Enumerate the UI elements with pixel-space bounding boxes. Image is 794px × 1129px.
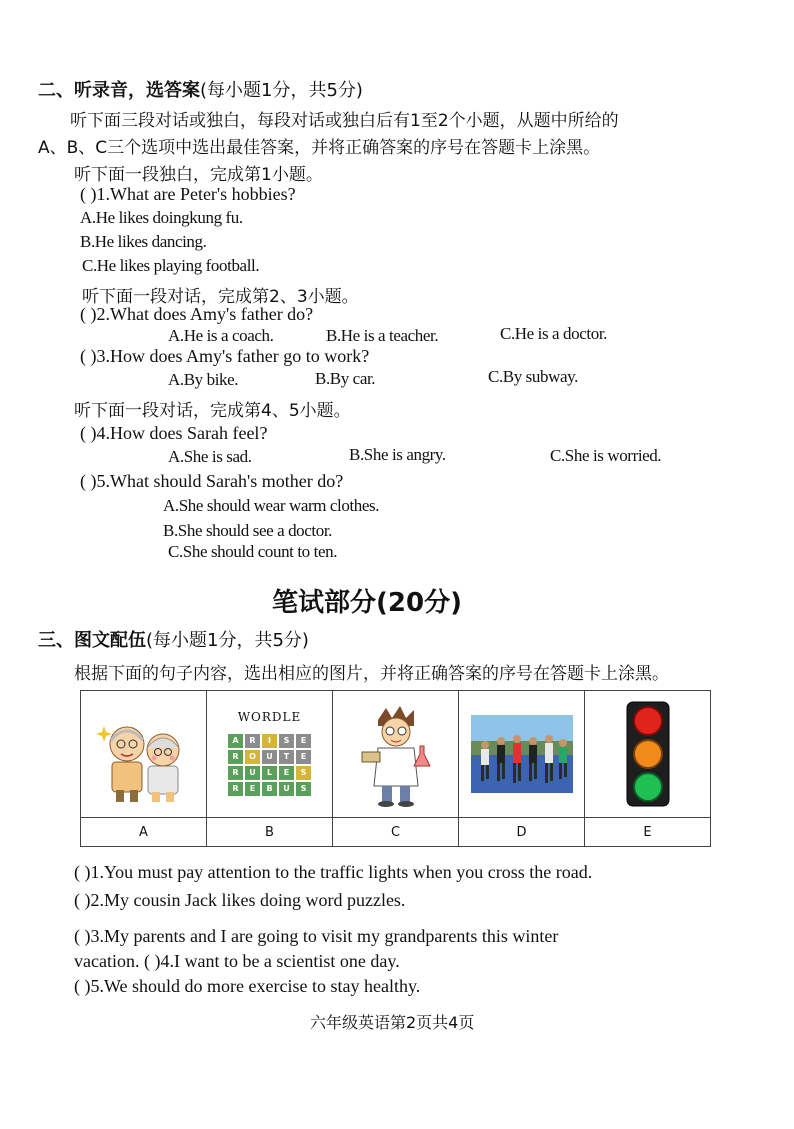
sentence-2: ( )2.My cousin Jack likes doing word puzzles. xyxy=(74,890,406,910)
wordle-tile: E xyxy=(245,782,260,796)
q5-option-c: C.She should count to ten. xyxy=(168,542,338,561)
question-3: ( )3.How does Amy's father go to work? xyxy=(80,346,370,366)
picture-table xyxy=(80,690,711,847)
wordle-tile: R xyxy=(228,766,243,780)
wordle-tile: B xyxy=(262,782,277,796)
scientist-picture xyxy=(356,700,436,808)
part1-instruction: 听下面一段独白，完成第1小题。 xyxy=(74,165,323,185)
label-e: E xyxy=(585,818,711,847)
question-1: ( )1.What are Peter's hobbies? xyxy=(80,184,296,204)
runners-photo xyxy=(471,715,573,793)
wordle-tile: L xyxy=(262,766,277,780)
label-c: C xyxy=(333,818,459,847)
wordle-row xyxy=(228,734,311,748)
wordle-tile: E xyxy=(296,734,311,748)
label-a: A xyxy=(81,818,207,847)
q1-option-a: A.He likes doingkung fu. xyxy=(80,208,243,227)
q4-option-c: C.She is worried. xyxy=(550,446,662,465)
wordle-title: WORDLE xyxy=(237,710,302,724)
q1-option-b: B.He likes dancing. xyxy=(80,232,207,251)
wordle-row xyxy=(228,782,311,796)
wordle-tile: U xyxy=(279,782,294,796)
q2-option-b: B.He is a teacher. xyxy=(326,326,439,345)
wordle-tile: R xyxy=(228,750,243,764)
q3-option-b: B.By car. xyxy=(315,369,376,388)
written-part-title: 笔试部分(20分) xyxy=(272,588,462,618)
wordle-grid xyxy=(228,734,311,798)
wordle-tile: I xyxy=(262,734,277,748)
q2-option-c: C.He is a doctor. xyxy=(500,324,607,343)
sparkle-icon xyxy=(96,726,112,742)
section2-heading: 二、听录音，选答案(每小题1分，共5分) xyxy=(38,80,363,101)
wordle-tile: S xyxy=(296,782,311,796)
q5-option-b: B.She should see a doctor. xyxy=(163,521,333,540)
q5-option-a: A.She should wear warm clothes. xyxy=(163,496,380,515)
grandparents-picture xyxy=(94,704,194,804)
wordle-tile: E xyxy=(296,750,311,764)
question-5: ( )5.What should Sarah's mother do? xyxy=(80,471,344,491)
wordle-tile: S xyxy=(279,734,294,748)
sentence-1: ( )1.You must pay attention to the traffic lights when you cross the road. xyxy=(74,862,593,882)
traffic-light-picture xyxy=(625,700,671,808)
sentence-3-continued-and-4: vacation. ( )4.I want to be a scientist one day. xyxy=(74,951,400,971)
wordle-tile: R xyxy=(228,782,243,796)
page-footer: 六年级英语第2页共4页 xyxy=(310,1013,475,1032)
wordle-row xyxy=(228,766,311,780)
question-2: ( )2.What does Amy's father do? xyxy=(80,304,314,324)
picture-cell-d xyxy=(459,691,585,818)
wordle-tile: O xyxy=(245,750,260,764)
label-d: D xyxy=(459,818,585,847)
picture-cell-b xyxy=(207,691,333,818)
label-b: B xyxy=(207,818,333,847)
wordle-tile: E xyxy=(279,766,294,780)
q2-option-a: A.He is a coach. xyxy=(168,326,274,345)
section2-instruction-1: 听下面三段对话或独白，每段对话或独白后有1至2个小题，从题中所给的 xyxy=(70,111,619,131)
question-4: ( )4.How does Sarah feel? xyxy=(80,423,268,443)
q3-option-a: A.By bike. xyxy=(168,370,239,389)
part2-instruction: 听下面一段对话，完成第2、3小题。 xyxy=(82,287,359,307)
q1-option-c: C.He likes playing football. xyxy=(82,256,260,275)
wordle-tile: U xyxy=(245,766,260,780)
part3-instruction: 听下面一段对话，完成第4、5小题。 xyxy=(74,401,351,421)
picture-cell-a xyxy=(81,691,207,818)
sentence-5: ( )5.We should do more exercise to stay healthy. xyxy=(74,976,421,996)
wordle-tile: R xyxy=(245,734,260,748)
wordle-tile: S xyxy=(296,766,311,780)
wordle-row xyxy=(228,750,311,764)
wordle-tile: T xyxy=(279,750,294,764)
section3-instruction: 根据下面的句子内容，选出相应的图片，并将正确答案的序号在答题卡上涂黑。 xyxy=(74,664,669,684)
wordle-tile: A xyxy=(228,734,243,748)
picture-cell-e xyxy=(585,691,711,818)
section2-instruction-2: A、B、C三个选项中选出最佳答案，并将正确答案的序号在答题卡上涂黑。 xyxy=(38,138,601,158)
q3-option-c: C.By subway. xyxy=(488,367,578,386)
q4-option-a: A.She is sad. xyxy=(168,447,252,466)
section3-heading: 三、图文配伍(每小题1分，共5分) xyxy=(38,630,309,651)
wordle-tile: U xyxy=(262,750,277,764)
picture-cell-c xyxy=(333,691,459,818)
sentence-3: ( )3.My parents and I are going to visit my grandparents this winter xyxy=(74,926,559,946)
q4-option-b: B.She is angry. xyxy=(349,445,446,464)
